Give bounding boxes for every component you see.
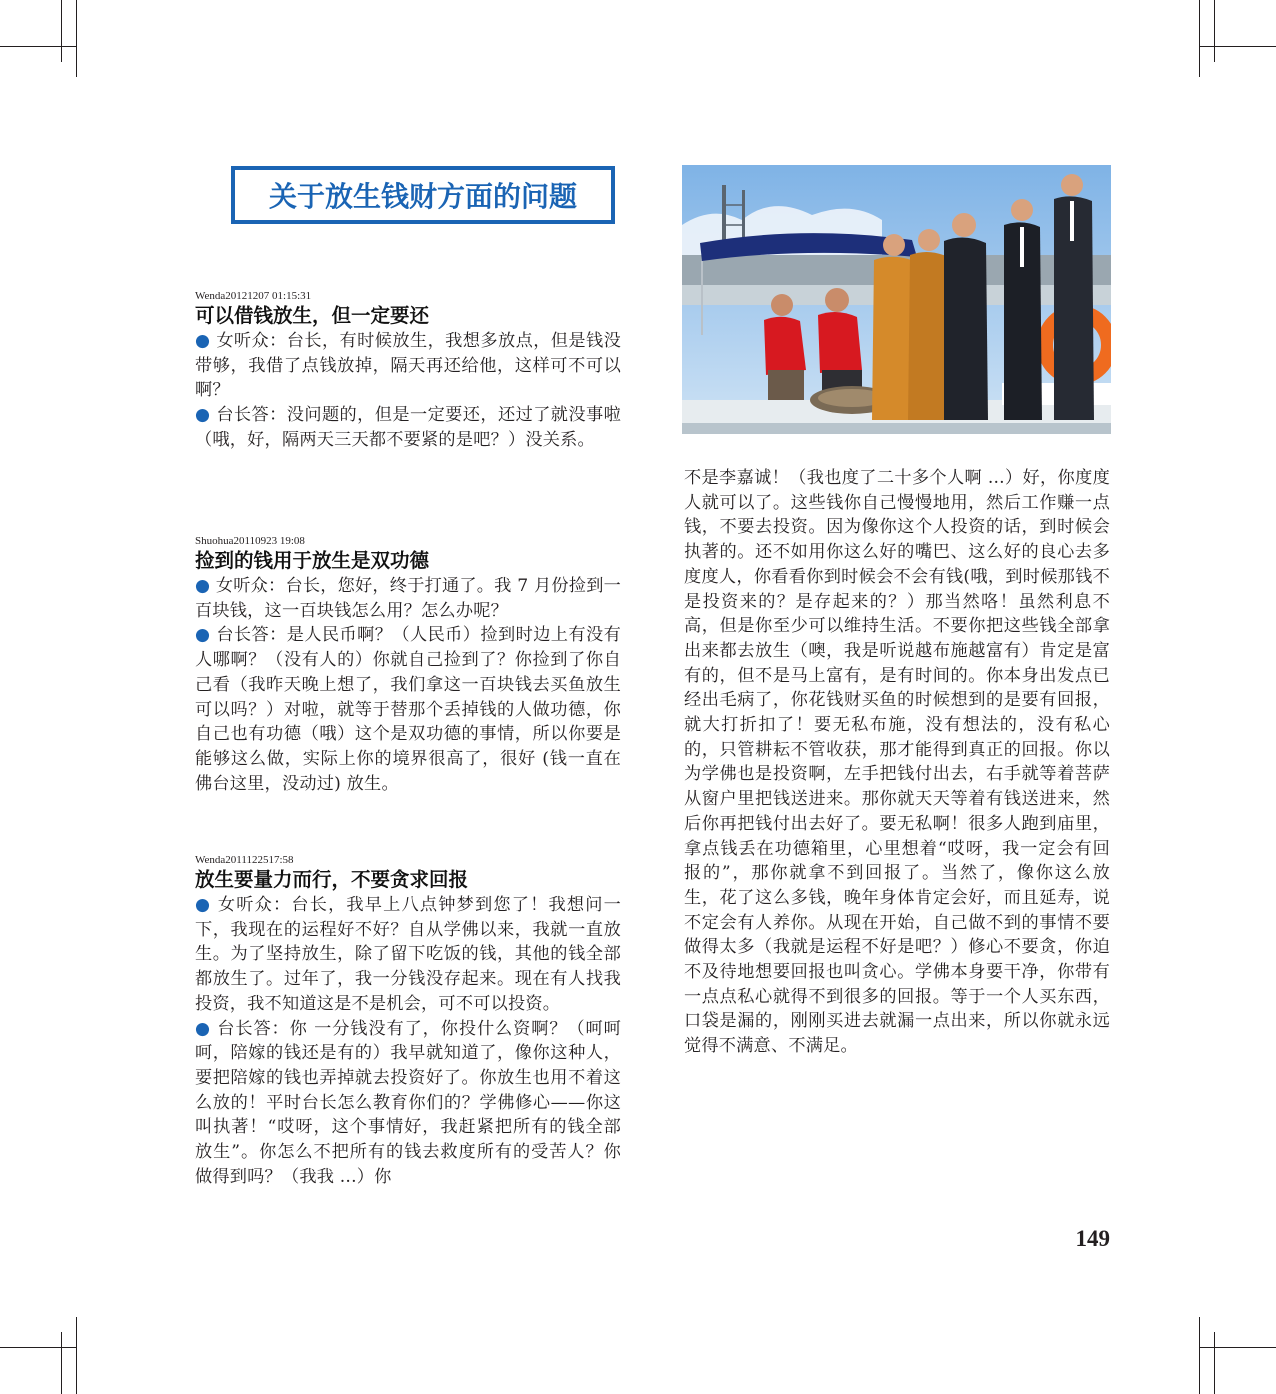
- crop-mark: [1199, 1347, 1276, 1348]
- qa-block-1: [195, 290, 621, 453]
- page-number: 149: [1075, 1226, 1110, 1251]
- qa-paragraph: [195, 403, 621, 452]
- paragraph-text: 台长答：是人民币啊？（人民币）捡到时边上有没有人哪啊？（没有人的）你就自己捡到了？你捡到了你自己看（我昨天晚上想了，我们拿这一百块钱去买鱼放生可以吗？）对啦，就等于替那个丢掉钱的人做功德，你自己也有功德（哦）这个是双功德的事情，所以你要是能够这么做，实际上你的境界很高了，很好 (钱一直在佛台这里，没动过) 放生。: [195, 625, 621, 794]
- release-ceremony-photo: [682, 165, 1111, 434]
- paragraph-text: 台长答：没问题的，但是一定要还，还过了就没事啦（哦，好，隔两天三天都不要紧的是吧？）没关系。: [195, 405, 621, 450]
- crop-mark: [0, 1347, 77, 1348]
- qa-meta: Wenda20121207 01:15:31: [195, 290, 312, 302]
- crop-mark: [1199, 1317, 1200, 1394]
- photo-illustration: [682, 165, 1111, 434]
- qa-paragraph: [195, 1017, 621, 1190]
- qa-meta: Shuohua20110923 19:08: [195, 535, 305, 547]
- crop-mark: [76, 0, 77, 77]
- crop-mark: [61, 0, 62, 62]
- qa-title: 放生要量力而行，不要贪求回报: [195, 868, 469, 891]
- bullet-icon: ●: [195, 625, 211, 646]
- qa-paragraph: [195, 893, 621, 1017]
- paragraph-text: 台长答：你 一分钱没有了，你投什么资啊？（呵呵呵，陪嫁的钱还是有的）我早就知道了，像你这种人，要把陪嫁的钱也弄掉就去投资好了。你放生也用不着这么放的！平时台长怎么教育你们的？学佛修心——你这叫执著！“哎呀，这个事情好，我赶紧把所有的钱全部放生”。你怎么不把所有的钱去救度所有的受苦人？你做得到吗？（我我 ...）你: [195, 1018, 621, 1187]
- crop-mark: [1199, 0, 1200, 77]
- bullet-icon: ●: [195, 576, 211, 596]
- section-title: 关于放生钱财方面的问题: [231, 166, 615, 224]
- qa-paragraph: [195, 574, 621, 623]
- paragraph-text: 女听众：台长，您好，终于打通了。我 7 月份捡到一百块钱，这一百块钱怎么用？怎么办呢？: [195, 576, 621, 621]
- qa-paragraph: 不是李嘉诚！（我也度了二十多个人啊 ...）好，你度度人就可以了。这些钱你自己慢慢地用，然后工作赚一点钱，不要去投资。因为像你这个人投资的话，到时候会执著的。还不如用你这么好的嘴巴、这么好的良心去多度度人，你看看你到时候会不会有钱(哦，到时候那钱不是投资来的？是存起来的？）那当然咯！虽然利息不高，但是你至少可以维持生活。不要你把这些钱全部拿出来都去放生（噢，我是听说越布施越富有）肯定是富有的，但不是马上富有，是有时间的。你本身出发点已经出毛病了，你花钱财买鱼的时候想到的是要有回报，就大打折扣了！要无私布施，没有想法的，没有私心的，只管耕耘不管收获，那才能得到真正的回报。你以为学佛也是投资啊，左手把钱付出去，右手就等着菩萨从窗户里把钱送进来。那你就天天等着有钱送进来，然后你再把钱付出去好了。要无私啊！很多人跑到庙里，拿点钱丢在功德箱里，心里想着“哎呀，我一定会有回报的”，那你就拿不到回报了。当然了，像你这么放生，花了这么多钱，晚年身体肯定会好，而且延寿，说不定会有人养你。从现在开始，自己做不到的事情不要做得太多（我就是运程不好是吧？）修心不要贪，你迫不及待地想要回报也叫贪心。学佛本身要干净，你带有一点点私心就得不到很多的回报。等于一个人买东西，口袋是漏的，刚刚买进去就漏一点出来，所以你就永远觉得不满意、不满足。: [684, 468, 1110, 1057]
- qa-block-3: [195, 854, 621, 1189]
- bullet-icon: ●: [195, 405, 211, 426]
- crop-mark: [1214, 1332, 1215, 1394]
- crop-mark: [76, 1317, 77, 1394]
- qa-paragraph: [195, 329, 621, 403]
- continued-answer: [684, 466, 1110, 1059]
- crop-mark: [1199, 46, 1276, 47]
- bullet-icon: ●: [195, 331, 211, 351]
- crop-mark: [1214, 0, 1215, 62]
- crop-mark: [61, 1332, 62, 1394]
- paragraph-text: 女听众：台长，有时候放生，我想多放点，但是钱没带够，我借了点钱放掉，隔天再还给他，这样可不可以啊？: [195, 331, 621, 401]
- paragraph-text: 女听众：台长，我早上八点钟梦到您了！我想问一下，我现在的运程好不好？自从学佛以来，我就一直放生。为了坚持放生，除了留下吃饭的钱，其他的钱全部都放生了。过年了，我一分钱没存起来。现在有人找我投资，我不知道这是不是机会，可不可以投资。: [195, 895, 621, 1014]
- crop-mark: [0, 46, 77, 47]
- qa-title: 可以借钱放生，但一定要还: [195, 304, 430, 327]
- qa-block-2: [195, 535, 621, 796]
- bullet-icon: ●: [195, 1018, 211, 1039]
- qa-meta: Wenda2011122517:58: [195, 854, 294, 866]
- qa-paragraph: [195, 623, 621, 796]
- qa-title: 捡到的钱用于放生是双功德: [195, 549, 430, 572]
- bullet-icon: ●: [195, 895, 212, 915]
